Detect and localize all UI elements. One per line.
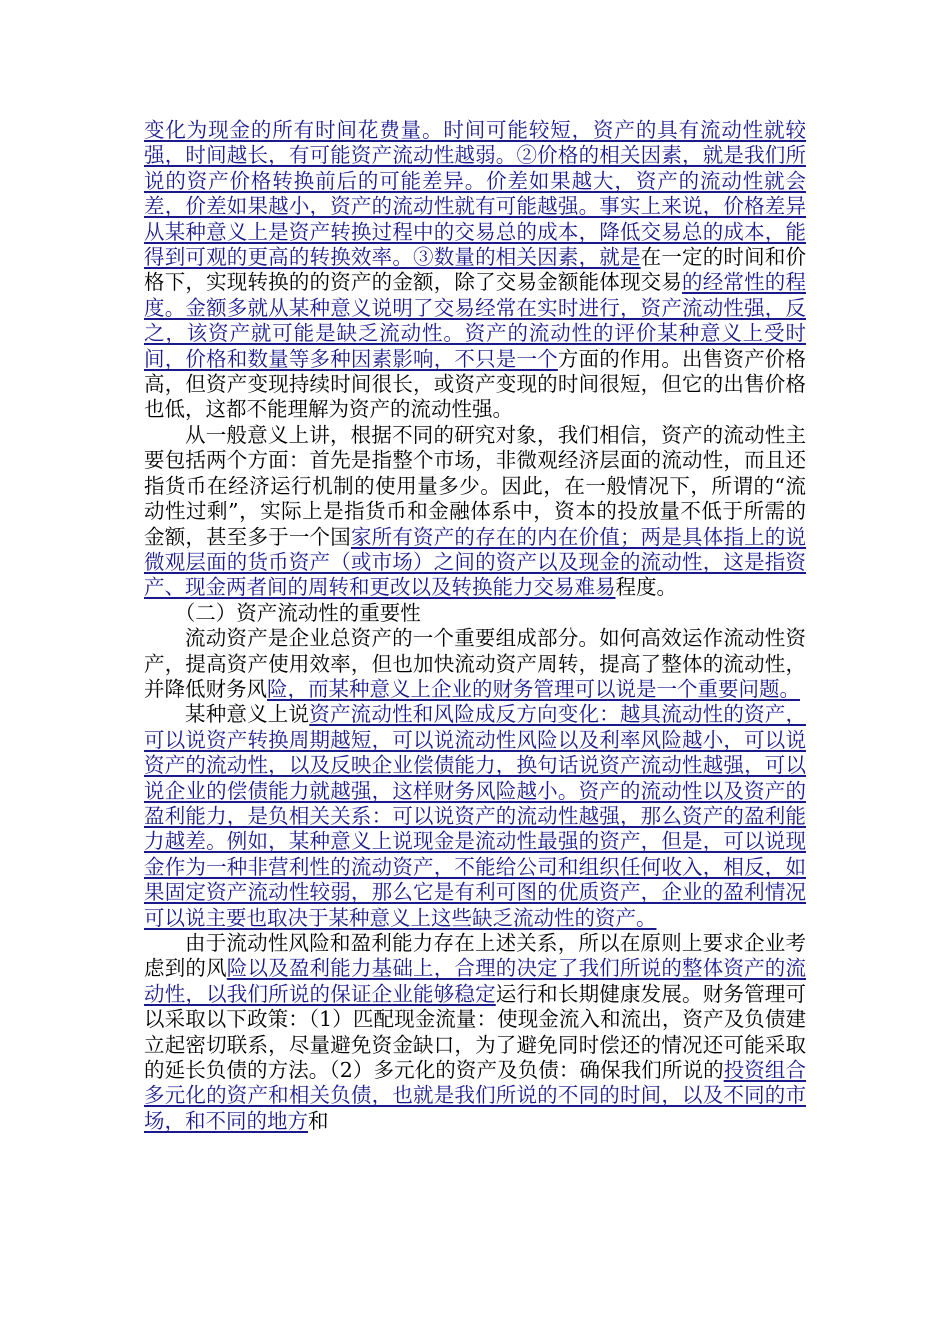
text-link[interactable]: 家所有资产的存在的内在价值；两是具体指上的说微观层面的货币资产（或市场）之间的资产以及现金的流动性，这是指资产、现金两者间的周转和更改以及转换能力交易难易 [144, 524, 807, 600]
paragraph-3 [144, 626, 806, 702]
paragraph-2 [144, 423, 806, 601]
text-link[interactable]: 资产流动性和风险成反方向变化：越具流动性的资产，可以说资产转换周期越短，可以说流动性风险以及利率风险越小，可以说资产的流动性，以及反映企业偿债能力，换句话说资产流动性越强，可以说企业的偿债能力就越强，这样财务风险越小。资产的流动性以及资产的盈利能力，是负相关关系：可以说资产的流动性越强，那么资产的盈利能力越差。例如，某种意义上说现金是流动性最强的资产，但是，可以说现金作为一种非营利性的流动资产，不能给公司和组织任何收入，相反，如果固定资产流动性较弱，那么它是有利可图的优质资产，企业的盈利情况可以说主要也取决于某种意义上这些缺乏流动性的资产。 [144, 702, 807, 930]
text-run: 由于流动性风险和盈利能力存在上述关系，所以在原则上要求企业考虑到的风 [144, 931, 806, 981]
text-link[interactable]: 险以及盈利能力基础上，合理的决定了我们所说的整体资产的流动性，以我们所说的保证企业能够稳定 [144, 956, 807, 1006]
paragraph-5 [144, 931, 806, 1134]
text-run: 某种意义上说 [185, 702, 310, 727]
text-run: 流动资产是企业总资产的一个重要组成部分。如何高效运作流动性资产，提高资产使用效率，但也加快流动资产周转，提高了整体的流动性，并降低财务风 [144, 626, 806, 701]
text-run: 程度。 [615, 575, 677, 600]
text-run: 从一般意义上讲，根据不同的研究对象，我们相信，资产的流动性主要包括两个方面：首先是指整个市场，非微观经济层面的流动性，而且还指货币在经济运行机制的使用量多少。因此，在一般情况下，所谓的“流动性过剩”，实际上是指货币和金融体系中，资本的投放量不低于所需的金额，甚至多于一个国 [144, 422, 806, 549]
document-page [144, 118, 806, 1134]
section-heading [144, 601, 806, 626]
text-run: 和 [308, 1108, 329, 1133]
text-link[interactable]: 变化为现金的所有时间花费量。时间可能较短，资产的具有流动性就较强，时间越长，有可能资产流动性越弱。②价格的相关因素，就是我们所说的资产价格转换前后的可能差异。价差如果越大，资产的流动性就会差，价差如果越小，资产的流动性就有可能越强。事实上来说，价格差异从某种意义上是资产转换过程中的交易总的成本，降低交易总的成本，能得到可观的更高的转换效率。③数量的相关因素，就是 [144, 118, 806, 270]
paragraph-4 [144, 702, 806, 931]
heading-text: （二）资产流动性的重要性 [174, 600, 421, 625]
text-run: 方面的作用。出售资产价格高，但资产变现持续时间很长，或资产变现的时间很短，但它的出售价格也低，这都不能理解为资产的流动性强。 [144, 346, 807, 422]
text-link[interactable]: 险，而某种意义上企业的财务管理可以说是一个重要问题。 [267, 676, 800, 701]
text-link[interactable]: 的经常性的程度。金额多就从某种意义说明了交易经常在实时进行，资产流动性强，反之，该资产就可能是缺乏流动性。资产的流动性的评价某种意义上受时间，价格和数量等多种因素影响，不只是一个 [144, 270, 806, 371]
text-run: 运行和长期健康发展。财务管理可以采取以下政策：（1）匹配现金流量：使现金流入和流出，资产及负债建立起密切联系，尽量避免资金缺口，为了避免同时偿还的情况还可能采取的延长负债的方法。（2）多元化的资产及负债：确保我们所说的 [144, 981, 807, 1083]
paragraph-1 [144, 118, 806, 423]
text-run: 在一定的时间和价格下，实现转换的的资产的金额，除了交易金额能体现交易 [144, 245, 807, 295]
text-link[interactable]: 投资组合多元化的资产和相关负债，也就是我们所说的不同的时间，以及不同的市场，和不同的地方 [144, 1058, 807, 1133]
